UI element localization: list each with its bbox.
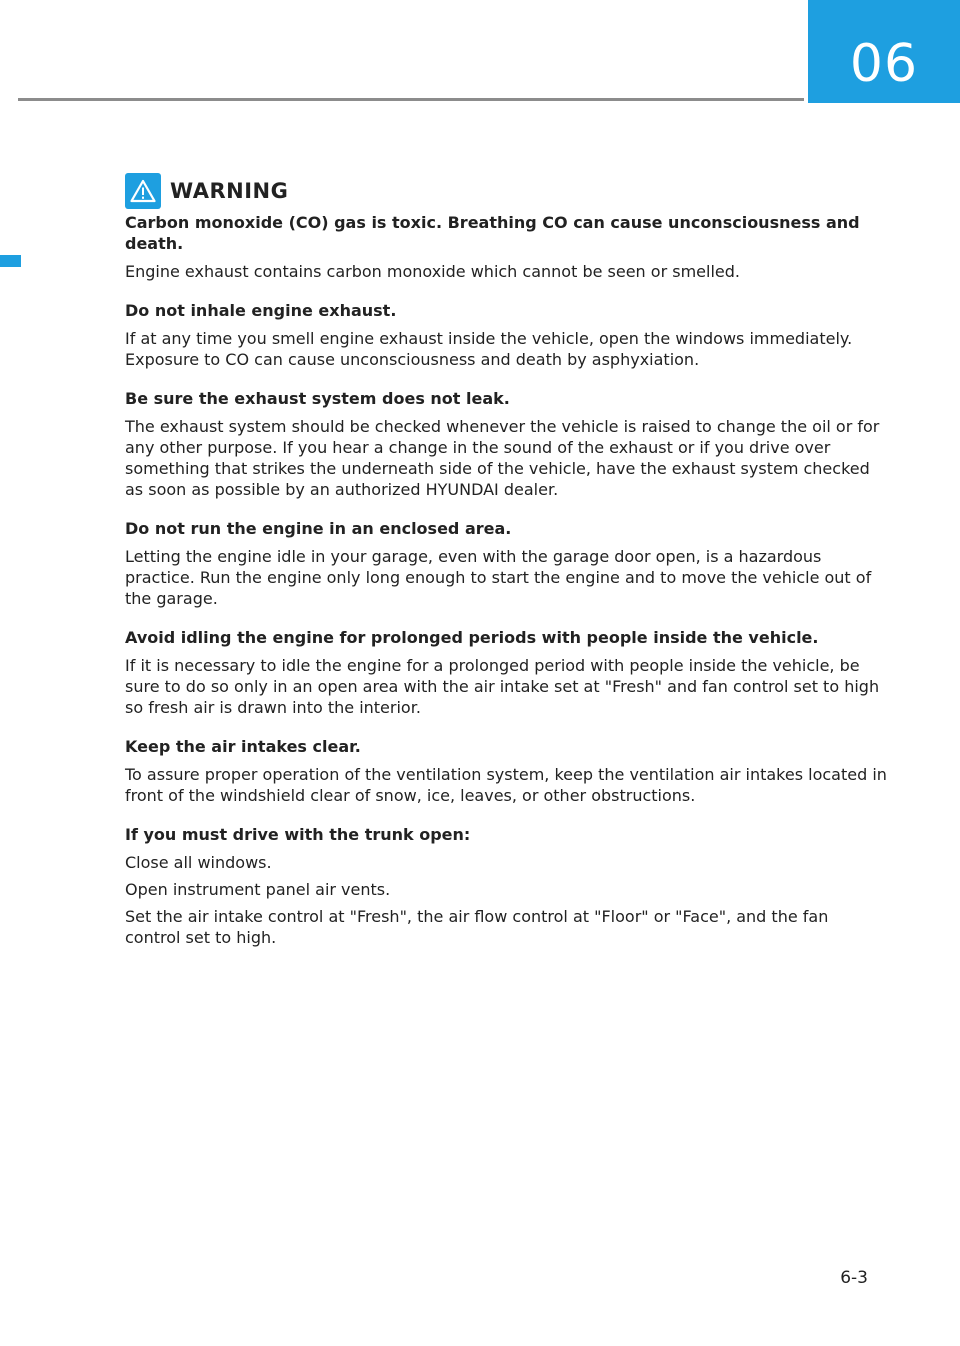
section-heading-idling: Avoid idling the engine for prolonged periods with people inside the vehicle. (125, 628, 819, 647)
section-heading-trunk: If you must drive with the trunk open: (125, 825, 471, 844)
section-body-intakes: To assure proper operation of the ventilation system, keep the ventilation air intakes located in front of the windshield clear of snow, ice, leaves, or other obstructions. (125, 765, 887, 805)
section-body-leak: The exhaust system should be checked whenever the vehicle is raised to change the oil or for any other purpose. If you hear a change in the sound of the exhaust or if you drive over something that strikes the underneath side of the vehicle, have the exhaust system checked as soon as possible by an authorized HYUNDAI dealer. (125, 417, 880, 499)
trunk-step: Open instrument panel air vents. (125, 880, 391, 899)
trunk-step: Set the air intake control at "Fresh", the air flow control at "Floor" or "Face", and the fan control set to high. (125, 907, 829, 947)
trunk-step: Close all windows. (125, 853, 272, 872)
section-body-inhale: If at any time you smell engine exhaust inside the vehicle, open the windows immediately. Exposure to CO can cause unconsciousness and death by asphyxiation. (125, 329, 853, 369)
section-body-enclosed: Letting the engine idle in your garage, even with the garage door open, is a hazardous practice. Run the engine only long enough to start the engine and to move the vehicle out of the garage. (125, 547, 872, 608)
header-rule (18, 98, 804, 101)
warning-intro: Engine exhaust contains carbon monoxide which cannot be seen or smelled. (125, 262, 740, 281)
page-number: 6-3 (840, 1268, 868, 1288)
warning-triangle-icon (125, 173, 161, 209)
chapter-tab: 06 (808, 0, 960, 103)
section-heading-intakes: Keep the air intakes clear. (125, 737, 361, 756)
warning-box (125, 172, 887, 954)
warning-header (125, 172, 887, 210)
section-heading-leak: Be sure the exhaust system does not leak. (125, 389, 510, 408)
warning-lead: Carbon monoxide (CO) gas is toxic. Breathing CO can cause unconsciousness and death. (125, 213, 860, 253)
section-heading-inhale: Do not inhale engine exhaust. (125, 301, 397, 320)
section-body-idling: If it is necessary to idle the engine for a prolonged period with people inside the vehicle, be sure to do so only in an open area with the air intake set at "Fresh" and fan control set to high so fresh air is drawn into the interior. (125, 656, 880, 717)
section-heading-enclosed: Do not run the engine in an enclosed area. (125, 519, 512, 538)
chapter-side-marker (0, 255, 21, 267)
warning-title: WARNING (170, 179, 289, 203)
